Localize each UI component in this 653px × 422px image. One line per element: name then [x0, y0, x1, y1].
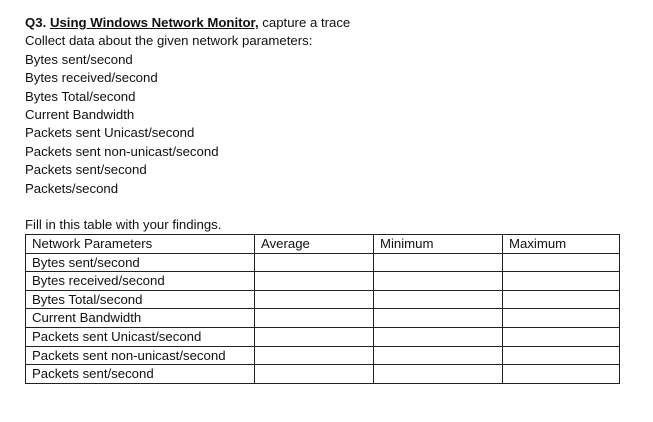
row-maximum-cell[interactable] — [503, 309, 620, 328]
spacer — [25, 198, 625, 217]
row-maximum-cell[interactable] — [503, 290, 620, 309]
header-average: Average — [255, 235, 374, 254]
findings-table — [25, 234, 620, 384]
row-average-cell[interactable] — [255, 309, 374, 328]
row-minimum-cell[interactable] — [374, 290, 503, 309]
table-row — [26, 309, 620, 328]
parameter-item: Bytes Total/second — [25, 88, 136, 104]
intro-text: Collect data about the given network parameters: — [25, 33, 313, 49]
row-parameter: Bytes received/second — [26, 272, 255, 291]
row-parameter: Current Bandwidth — [26, 309, 255, 328]
table-row — [26, 272, 620, 291]
parameter-item: Current Bandwidth — [25, 106, 135, 122]
header-maximum: Maximum — [503, 235, 620, 254]
parameter-item: Packets sent/second — [25, 162, 147, 178]
row-average-cell[interactable] — [255, 346, 374, 365]
row-minimum-cell[interactable] — [374, 253, 503, 272]
question-number: Q3. — [25, 15, 47, 30]
row-parameter: Packets sent non-unicast/second — [26, 346, 255, 365]
parameter-item: Bytes received/second — [25, 70, 158, 86]
row-minimum-cell[interactable] — [374, 309, 503, 328]
parameter-item: Bytes sent/second — [25, 51, 133, 67]
row-maximum-cell[interactable] — [503, 253, 620, 272]
parameter-item: Packets/second — [25, 180, 119, 196]
header-minimum: Minimum — [374, 235, 503, 254]
row-minimum-cell[interactable] — [374, 346, 503, 365]
row-parameter: Bytes Total/second — [26, 290, 255, 309]
row-average-cell[interactable] — [255, 290, 374, 309]
row-maximum-cell[interactable] — [503, 327, 620, 346]
row-parameter: Bytes sent/second — [26, 253, 255, 272]
row-minimum-cell[interactable] — [374, 327, 503, 346]
table-row — [26, 327, 620, 346]
row-average-cell[interactable] — [255, 327, 374, 346]
table-row — [26, 253, 620, 272]
row-average-cell[interactable] — [255, 272, 374, 291]
parameter-item: Packets sent Unicast/second — [25, 125, 195, 141]
row-parameter: Packets sent Unicast/second — [26, 327, 255, 346]
row-minimum-cell[interactable] — [374, 272, 503, 291]
question-task: capture a trace — [262, 15, 351, 30]
row-minimum-cell[interactable] — [374, 365, 503, 384]
row-average-cell[interactable] — [255, 253, 374, 272]
row-maximum-cell[interactable] — [503, 365, 620, 384]
table-row — [26, 365, 620, 384]
question-heading — [25, 14, 625, 32]
table-row — [26, 346, 620, 365]
table-intro: Fill in this table with your findings. — [25, 217, 222, 233]
table-header-row — [26, 235, 620, 254]
row-maximum-cell[interactable] — [503, 272, 620, 291]
row-parameter: Packets sent/second — [26, 365, 255, 384]
document-body — [25, 14, 625, 235]
table-row — [26, 290, 620, 309]
header-network-parameters: Network Parameters — [26, 235, 255, 254]
row-maximum-cell[interactable] — [503, 346, 620, 365]
question-tool: Using Windows Network Monitor, — [49, 15, 259, 30]
parameter-item: Packets sent non-unicast/second — [25, 143, 219, 159]
row-average-cell[interactable] — [255, 365, 374, 384]
